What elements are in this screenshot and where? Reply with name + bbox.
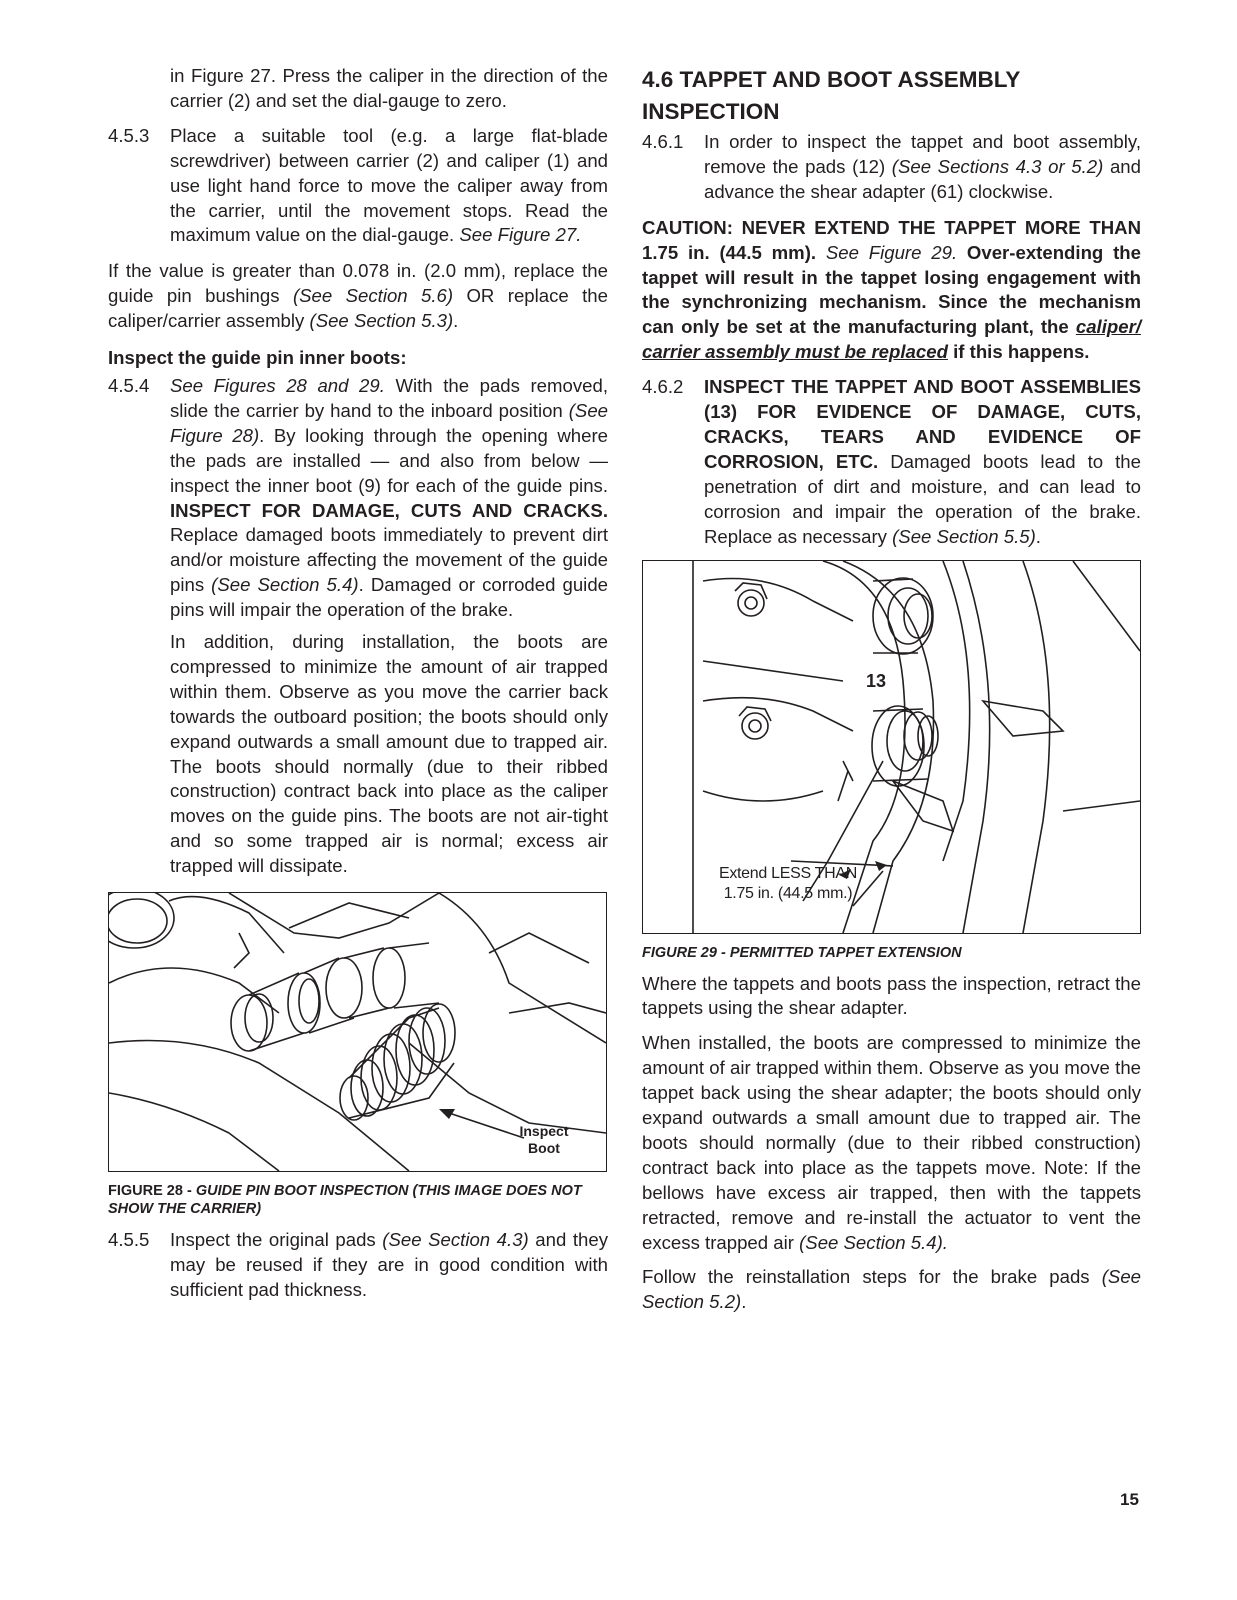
- figure-reference: See Figure 27.: [459, 224, 582, 246]
- step-number: 4.5.5: [108, 1229, 150, 1251]
- inner-boots-heading: Inspect the guide pin inner boots:: [108, 347, 407, 369]
- figure-28-caption: FIGURE 28 - GUIDE PIN BOOT INSPECTION (THIS IMAGE DOES NOT SHOW THE CARRIER): [108, 1183, 582, 1218]
- step-number: 4.5.4: [108, 374, 150, 396]
- addition-paragraph: In addition, during installation, the boots are compressed to minimize the amount of air trapped within them. Observe as you move the carrier back towards the outboard position; the boots should only expand outwards a small amount due to trapped air. The boots should normally (due to their ribbed construction) contract back into place as the caliper moves on the guide pins. The boots are not air-tight and so some trapped air is normal; excess air trapped will dissipate.: [170, 631, 608, 877]
- warning-text: INSPECT FOR DAMAGE, CUTS AND CRACKS.: [170, 499, 608, 521]
- step-text: See Figures 28 and 29. With the pads removed, slide the carrier by hand to the inboard position (See Figure 28). By looking through the opening where the pads are installed — and also from below — inspect the inner boot (9) for each of the guide pins. INSPECT FOR DAMAGE, CUTS AND CRACKS. Replace damaged boots immediately to prevent dirt and/or moisture affecting the movement of the guide pins (See Section 5.4). Damaged or corroded guide pins will impair the operation of the brake.: [170, 374, 609, 621]
- figure-29-image: [642, 560, 1141, 934]
- step-text: In order to inspect the tappet and boot assembly, remove the pads (12) (See Sections 4.3 or 5.2) and advance the shear adapter (61) clockwise.: [704, 131, 1141, 202]
- figure-29-caption: FIGURE 29 - PERMITTED TAPPET EXTENSION: [642, 944, 962, 961]
- step-text: INSPECT THE TAPPET AND BOOT ASSEMBLIES (13) FOR EVIDENCE OF DAMAGE, CUTS, CRACKS, TEARS AND EVIDENCE OF CORROSION, ETC. Damaged boots lead to the penetration of dirt and moisture, and can lead to corrosion and impair the operation of the brake. Replace as necessary (See Section 5.5).: [704, 376, 1141, 547]
- section-4-6-heading: 4.6 TAPPET AND BOOT ASSEMBLY INSPECTION: [642, 67, 1020, 124]
- step-4-5-4: [108, 374, 608, 623]
- step-4-6-1: [642, 130, 1141, 205]
- step-number: 4.6.1: [642, 131, 684, 152]
- left-column: [108, 64, 608, 1314]
- callout-13: 13: [866, 670, 887, 691]
- step-number: 4.6.2: [642, 376, 684, 398]
- figure-28-image: [108, 892, 607, 1172]
- step-4-6-2: [642, 375, 1141, 549]
- right-column: [642, 64, 1141, 1327]
- value-paragraph: If the value is greater than 0.078 in. (2.0 mm), replace the guide pin bushings (See Section 5.6) OR replace the caliper/carrier assembly (See Section 5.3).: [108, 260, 608, 332]
- step-number: 4.5.3: [108, 124, 150, 146]
- intro-paragraph: in Figure 27. Press the caliper in the direction of the carrier (2) and set the dial-gauge to zero.: [170, 65, 608, 111]
- caution-paragraph: CAUTION: NEVER EXTEND THE TAPPET MORE THAN 1.75 in. (44.5 mm). See Figure 29. Over-extending the tappet will result in the tappet losing engagement with the synchronizing mechanism. Since the mechanism can only be set at the manufacturing plant, the caliper/ carrier assembly must be replaced if this happens.: [642, 216, 1141, 363]
- inspect-boot-label: Inspect Boot: [519, 1123, 569, 1157]
- page-number: 15: [1120, 1490, 1139, 1509]
- step-text: Place a suitable tool (e.g. a large flat-blade screwdriver) between carrier (2) and caliper (1) and use light hand force to move the caliper away from the carrier, until the movement stops. Read the maximum value on the dial-gauge. See Figure 27.: [170, 124, 608, 246]
- where-paragraph: Where the tappets and boots pass the inspection, retract the tappets using the shear adapter.: [642, 972, 1141, 1019]
- step-4-5-5: [108, 1228, 608, 1303]
- step-text: Inspect the original pads (See Section 4.3) and they may be reused if they are in good condition with sufficient pad thickness.: [170, 1229, 609, 1300]
- when-paragraph: When installed, the boots are compressed to minimize the amount of air trapped within them. Observe as you move the tappet back using the shear adapter; the boots should only expand outwards a small amount due to trapped air. The boots should normally (due to their ribbed construction) contract back into place as the tappets move. Note: If the bellows have excess air trapped, then with the tappets retracted, remove and re-install the actuator to vent the excess trapped air (See Section 5.4).: [642, 1032, 1141, 1253]
- step-4-5-3: [108, 124, 608, 249]
- follow-paragraph: Follow the reinstallation steps for the brake pads (See Section 5.2).: [642, 1266, 1141, 1313]
- extend-label: Extend LESS THAN 1.75 in. (44.5 mm.): [718, 864, 858, 902]
